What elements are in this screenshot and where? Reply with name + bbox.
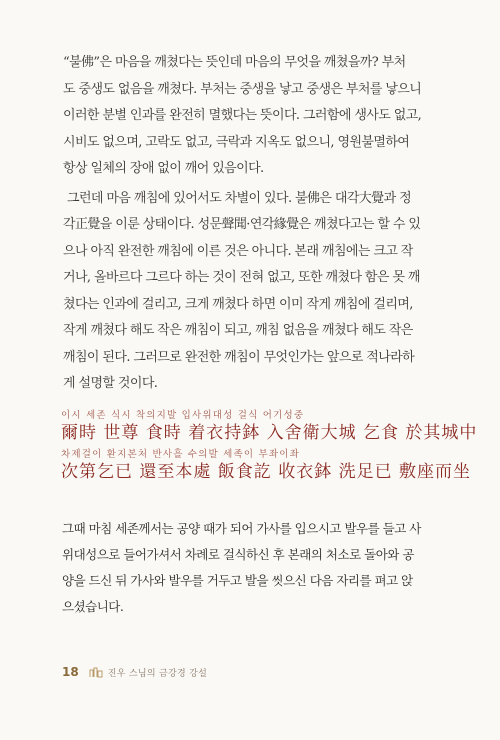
verse-translation xyxy=(62,516,442,620)
text-line: 도 중생도 없음을 깨쳤다. 부처는 중생을 낳고 중생은 부처를 낳으니 xyxy=(63,81,422,97)
translation-line: 그때 마침 세존께서는 공양 때가 되어 가사를 입으시고 발우를 들고 사 xyxy=(62,521,421,536)
verse-row-1 xyxy=(61,409,478,444)
body-text xyxy=(63,50,441,401)
verse-row-2 xyxy=(61,448,472,483)
lotus-mark-icon xyxy=(89,666,103,678)
page-number: 18 xyxy=(62,665,79,679)
text-line: 깨침이 된다. 그러므로 완전한 깨침이 무엇인가는 앞으로 적나라하 xyxy=(63,349,415,365)
text-line: 각正覺을 이룬 상태이다. 성문聲聞·연각緣覺은 깨쳤다고는 할 수 있 xyxy=(63,217,421,232)
verse-hanja: 爾時 世尊 食時 着衣持鉢 入舍衛大城 乞食 於其城中 xyxy=(61,423,478,443)
verse-reading: 차제걸이 환지본처 반사흘 수의발 세족이 부좌이좌 xyxy=(61,449,301,460)
text-line: 으나 아직 완전한 깨침에 이른 것은 아니다. 본래 깨침에는 크고 작 xyxy=(63,243,413,259)
paragraph-2 xyxy=(63,186,441,398)
text-line: 그런데 마음 깨침에 있어서도 차별이 있다. 불佛은 대각大覺과 정 xyxy=(67,190,412,206)
translation-line: 위대성으로 들어가셔서 차례로 걸식하신 후 본래의 처소로 돌아와 공 xyxy=(62,547,414,562)
text-line: 항상 일체의 장애 없이 깨어 있음이다. xyxy=(63,161,264,176)
verse-hanja: 次第乞已 還至本處 飯食訖 收衣鉢 洗足已 敷座而坐 xyxy=(61,462,472,482)
text-line: 작게 깨쳤다 해도 작은 깨침이 되고, 깨침 없음을 깨쳤다 해도 작은 xyxy=(63,323,413,338)
translation-line: 양을 드신 뒤 가사와 발우를 거두고 발을 씻으신 다음 자리를 펴고 앉 xyxy=(62,573,413,588)
running-title: 진우 스님의 금강경 강설 xyxy=(107,668,208,679)
text-line: 시비도 없으며, 고락도 없고, 극락과 지옥도 없으니, 영원불멸하여 xyxy=(63,134,410,150)
sutra-verse xyxy=(61,409,478,487)
text-line: 게 설명할 것이다. xyxy=(63,376,158,391)
text-line: 쳤다는 인과에 걸리고, 크게 깨쳤다 하면 이미 작게 깨침에 걸리며, xyxy=(63,296,413,312)
translation-line: 으셨습니다. xyxy=(62,599,124,614)
text-line: “불佛”은 마음을 깨쳤다는 뜻인데 마음의 무엇을 깨쳤을까? 부처 xyxy=(63,55,406,70)
paragraph-1 xyxy=(63,50,441,183)
text-line: 거나, 올바르다 그르다 하는 것이 전혀 없고, 또한 깨쳤다 함은 못 깨 xyxy=(63,270,420,285)
page-footer xyxy=(62,665,207,679)
verse-reading: 이시 세존 식시 착의지발 입사위대성 걸식 어기성중 xyxy=(61,410,305,421)
text-line: 이러한 분별 인과를 완전히 멸했다는 뜻이다. 그러함에 생사도 없고, xyxy=(63,108,422,123)
